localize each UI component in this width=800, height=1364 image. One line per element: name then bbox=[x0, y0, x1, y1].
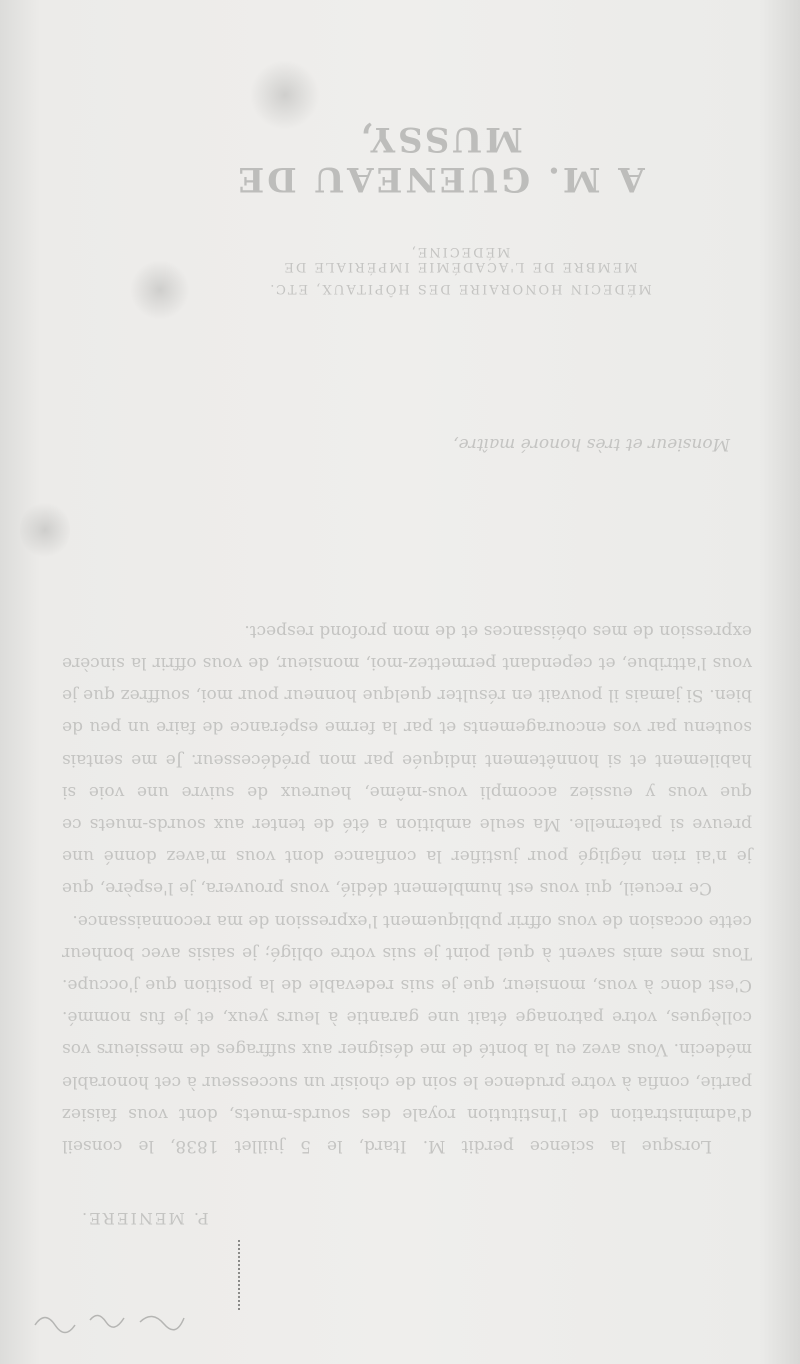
dedication-title: A M. GUENEAU DE MUSSY, bbox=[235, 119, 645, 199]
margin-mark bbox=[238, 1240, 252, 1310]
paragraph-2: Ce recueil, qui vous est humblement dédié, vous prouvera, je l'espère, que je n'ai rien négligé pour justifier la confiance dont vous m'avez donné une preuve si paternelle. Ma seule ambition a été de tenter aux sourds-muets ce que vous y eussiez accompli vous-même, heureux de suivre une voie si habilement et si honnêtement indiquée par mon prédécesseur. Je me sentais soutenu par vos encouragements et par la ferme espérance de faire un peu de bien. Si jamais il pouvait en résulter quelque honneur pour moi, souffrez que je vous l'attribue, et cependant permettez-moi, monsieur, de vous offrir la sincère expression de mes obéissances et de mon profond respect. bbox=[62, 620, 752, 899]
dedication-line-1: MEMBRE DE L'ACADÉMIE IMPÉRIALE DE MÉDECINE, bbox=[282, 244, 638, 274]
salutation: Monsieur et très honoré maître, bbox=[453, 434, 730, 454]
paragraph-1: Lorsque la science perdit M. Itard, le 5 juillet 1838, le conseil d'administration de l'Institution royale des sourds-muets, dont vous faisiez partie, confia à votre prudence le soin de choisir un successeur à cet honorable médecin. Vous avez eu la bonté de me désigner aux suffrages de messieurs vos collègues, votre patronage était une garantie à leurs yeux, et je fus nommé. C'est donc à vous, monsieur, que je suis redevable de la position que j'occupe. Tous mes amis savent à quel point je suis votre obligé; je saisis avec bonheur cette occasion de vous offrir publiquement l'expression de ma reconnaissance. bbox=[62, 910, 752, 1156]
dedication-line-2: MÉDECIN HONORAIRE DES HÔPITAUX, ETC. bbox=[268, 281, 652, 296]
letter-body bbox=[62, 615, 752, 1162]
signature: P. MENIERE. bbox=[80, 1209, 209, 1228]
handwritten-scribble bbox=[30, 1300, 200, 1340]
